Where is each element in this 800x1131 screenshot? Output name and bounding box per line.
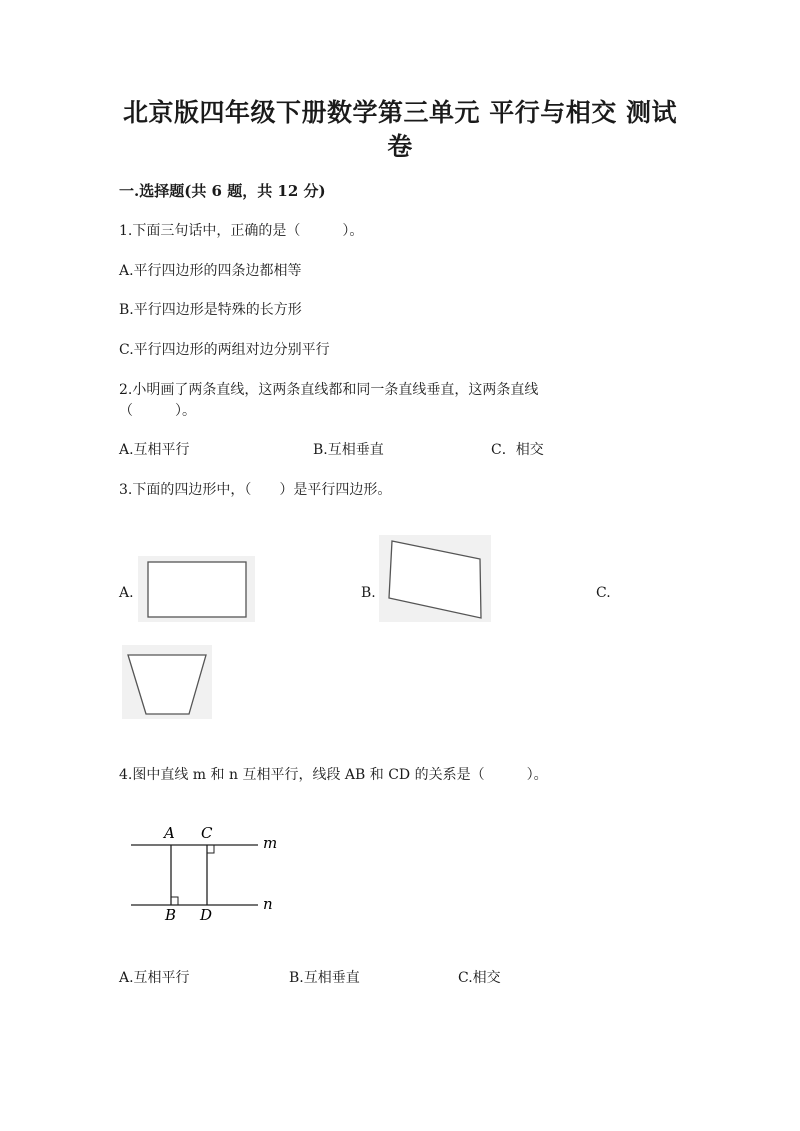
point-b-label: B	[165, 906, 177, 924]
question-2-option-c: C．相交	[491, 442, 544, 458]
question-2-option-a: A.互相平行	[119, 442, 190, 458]
line-m-label: m	[263, 834, 278, 852]
question-2-stem-line-1: 2.小明画了两条直线，这两条直线都和同一条直线垂直，这两条直线	[119, 382, 539, 398]
page-title	[110, 96, 690, 164]
parallel-lines-figure	[128, 820, 288, 934]
trapezoid-figure	[122, 645, 212, 723]
question-1-option-a: A.平行四边形的四条边都相等	[119, 263, 302, 279]
title-line-2: 卷	[387, 132, 413, 161]
point-d-label: D	[200, 906, 213, 924]
question-2-option-b: B.互相垂直	[313, 442, 384, 458]
title-line-1: 北京版四年级下册数学第三单元 平行与相交 测试	[123, 98, 677, 127]
question-1-option-b: B.平行四边形是特殊的长方形	[119, 302, 302, 318]
question-3-option-a-label: A.	[119, 585, 134, 601]
question-4-option-b: B.互相垂直	[289, 970, 360, 986]
line-n-label: n	[263, 895, 273, 913]
section-heading: 一.选择题(共 6 题，共 12 分)	[119, 182, 326, 200]
rectangle-figure	[138, 556, 255, 626]
question-4-option-a: A.互相平行	[119, 970, 190, 986]
parallelogram-figure	[379, 535, 491, 626]
question-3-option-c-label: C.	[596, 585, 611, 601]
question-4-stem: 4.图中直线 m 和 n 互相平行，线段 AB 和 CD 的关系是（ ）。	[119, 767, 548, 783]
question-3-stem: 3.下面的四边形中，（ ）是平行四边形。	[119, 482, 392, 498]
point-a-label: A	[164, 824, 175, 842]
question-2-stem-line-2: （ ）。	[119, 403, 196, 419]
question-3-option-b-label: B.	[361, 585, 376, 601]
question-4-option-c: C.相交	[458, 970, 501, 986]
question-1-option-c: C.平行四边形的两组对边分别平行	[119, 342, 330, 358]
question-1-stem: 1.下面三句话中，正确的是（ ）。	[119, 223, 364, 239]
point-c-label: C	[201, 824, 213, 842]
